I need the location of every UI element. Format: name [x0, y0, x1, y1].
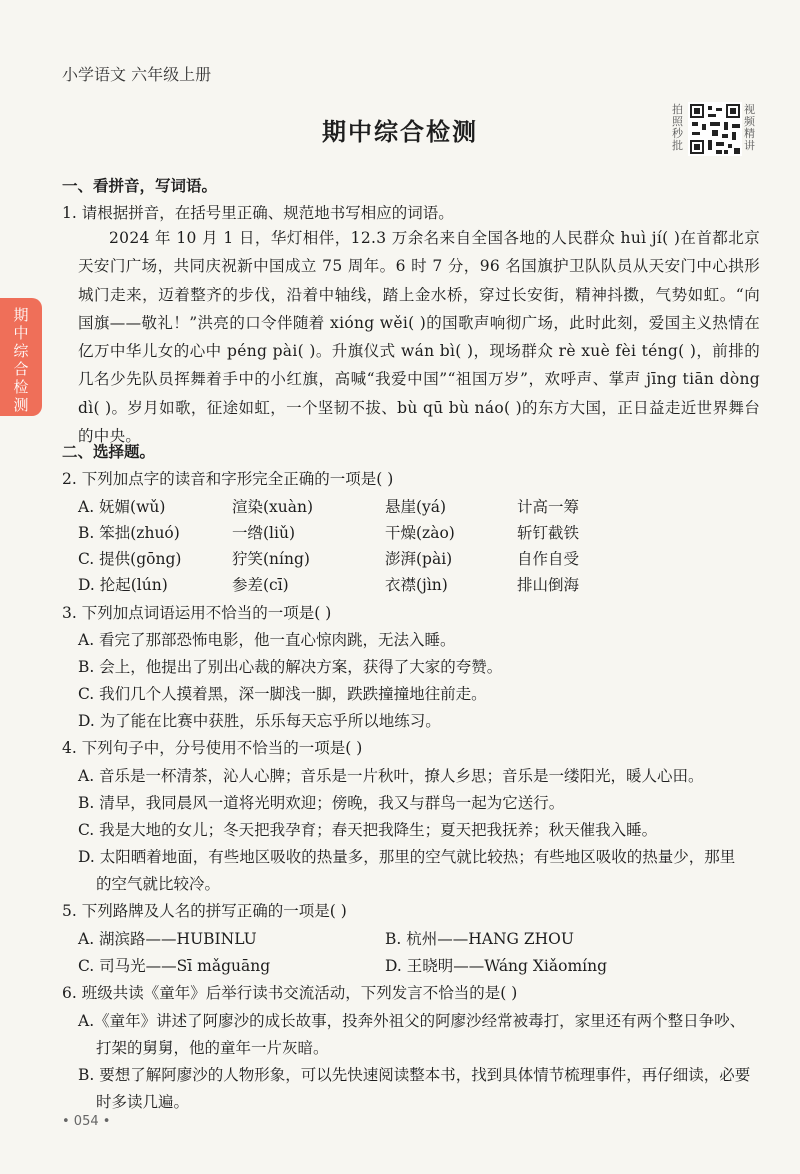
q2-option-a-4: 计高一筹 [517, 498, 580, 516]
q2-option-d-2: 参差(cī) [232, 576, 289, 594]
q2-option-c-4: 自作自受 [517, 550, 580, 568]
q3-option-c: C. 我们几个人摸着黑，深一脚浅一脚，跌跌撞撞地往前走。 [78, 685, 487, 703]
q5-option-c: C. 司马光——Sī mǎguāng [78, 957, 271, 975]
qr-code-block[interactable] [672, 100, 758, 158]
q4-option-a: A. 音乐是一杯清茶，沁人心脾；音乐是一片秋叶，撩人乡思；音乐是一缕阳光，暖人心田。 [78, 767, 704, 785]
q6-option-b-cont: 时多读几遍。 [96, 1093, 190, 1111]
q1-stem: 1. 请根据拼音，在括号里正确、规范地书写相应的词语。 [62, 204, 454, 222]
q2-option-d-4: 排山倒海 [517, 576, 580, 594]
q2-option-b-2: 一绺(liǔ) [232, 524, 295, 542]
q6-option-a-cont: 打架的舅舅，他的童年一片灰暗。 [96, 1039, 329, 1057]
page-number: • 054 • [62, 1114, 111, 1129]
qr-right-caption: 视频精讲 [744, 103, 755, 152]
section-2-title: 二、选择题。 [62, 443, 156, 461]
q2-option-a-1: A. 妩媚(wǔ) [78, 498, 166, 516]
q3-option-a: A. 看完了那部恐怖电影，他一直心惊肉跳，无法入睡。 [78, 631, 456, 649]
q2-option-a-2: 渲染(xuàn) [232, 498, 314, 516]
q6-stem: 6. 班级共读《童年》后举行读书交流活动，下列发言不恰当的是( ) [62, 984, 518, 1002]
q2-option-b-1: B. 笨拙(zhuó) [78, 524, 180, 542]
section-1-title: 一、看拼音，写词语。 [62, 177, 218, 195]
q2-option-d-1: D. 抡起(lún) [78, 576, 168, 594]
q3-stem: 3. 下列加点词语运用不恰当的一项是( ) [62, 604, 332, 622]
q1-passage [78, 224, 760, 450]
qr-left-caption: 拍照秒批 [672, 103, 683, 152]
q4-option-c: C. 我是大地的女儿；冬天把我孕育；春天把我降生；夏天把我抚养；秋天催我入睡。 [78, 821, 658, 839]
q3-option-d: D. 为了能在比赛中获胜，乐乐每天忘乎所以地练习。 [78, 712, 441, 730]
q4-option-d: D. 太阳晒着地面，有些地区吸收的热量多，那里的空气就比较热；有些地区吸收的热量少，那里 [78, 848, 736, 866]
q2-option-c-2: 狞笑(níng) [232, 550, 310, 568]
book-title: 小学语文 六年级上册 [62, 65, 212, 84]
passage-text: 2024 年 10 月 1 日，华灯相伴，12.3 万余名来自全国各地的人民群众 huì jí( )在首都北京天安门广场，共同庆祝新中国成立 75 周年。6 时 7 分，96 名国旗护卫队队员从天安门中心拱形城门走来，迈着整齐的步伐，沿着中轴线，踏上金水桥，穿过长安街，精神抖擞，气势如虹。“向国旗——敬礼！”洪亮的口令伴随着 xióng wěi( )的国歌声响彻广场，此时此刻，爱国主义热情在亿万中华儿女的心中 péng pài( )。升旗仪式 wán bì( )，现场群众 rè xuè fèi téng( )，前排的几名少先队员挥舞着手中的小红旗，高喊“我爱中国”“祖国万岁”，欢呼声、掌声 jīng tiān dòng dì( )。岁月如歌，征途如虹，一个坚韧不拔、bù qū bù náo( )的东方大国，正日益走近世界舞台的中央。 [78, 229, 760, 446]
q5-option-d: D. 王晓明——Wáng Xiǎomíng [385, 957, 608, 975]
q5-stem: 5. 下列路牌及人名的拼写正确的一项是( ) [62, 902, 347, 920]
qr-code-icon[interactable] [688, 102, 742, 156]
q5-option-b: B. 杭州——HANG ZHOU [385, 930, 574, 948]
q5-option-a: A. 湖滨路——HUBINLU [78, 930, 257, 948]
q4-option-b: B. 清早，我同晨风一道将光明欢迎；傍晚，我又与群鸟一起为它送行。 [78, 794, 565, 812]
q6-option-a: A.《童年》讲述了阿廖沙的成长故事，投奔外祖父的阿廖沙经常被毒打，家里还有两个整日争吵、 [78, 1012, 746, 1030]
q2-option-a-3: 悬崖(yá) [385, 498, 447, 516]
page-title: 期中综合检测 [322, 118, 478, 146]
q3-option-b: B. 会上，他提出了别出心裁的解决方案，获得了大家的夸赞。 [78, 658, 503, 676]
q2-stem: 2. 下列加点字的读音和字形完全正确的一项是( ) [62, 470, 394, 488]
q2-option-b-4: 斩钉截铁 [517, 524, 580, 542]
q2-option-c-1: C. 提供(gōng) [78, 550, 182, 568]
q4-stem: 4. 下列句子中，分号使用不恰当的一项是( ) [62, 739, 363, 757]
q2-option-b-3: 干燥(zào) [385, 524, 455, 542]
q4-option-d-cont: 的空气就比较冷。 [96, 875, 221, 893]
q2-option-c-3: 澎湃(pài) [385, 550, 453, 568]
side-tab [0, 298, 42, 416]
q6-option-b: B. 要想了解阿廖沙的人物形象，可以先快速阅读整本书，找到具体情节梳理事件，再仔细读，必要 [78, 1066, 751, 1084]
q2-option-d-3: 衣襟(jìn) [385, 576, 448, 594]
side-tab-label: 期中综合检测 [13, 306, 29, 414]
